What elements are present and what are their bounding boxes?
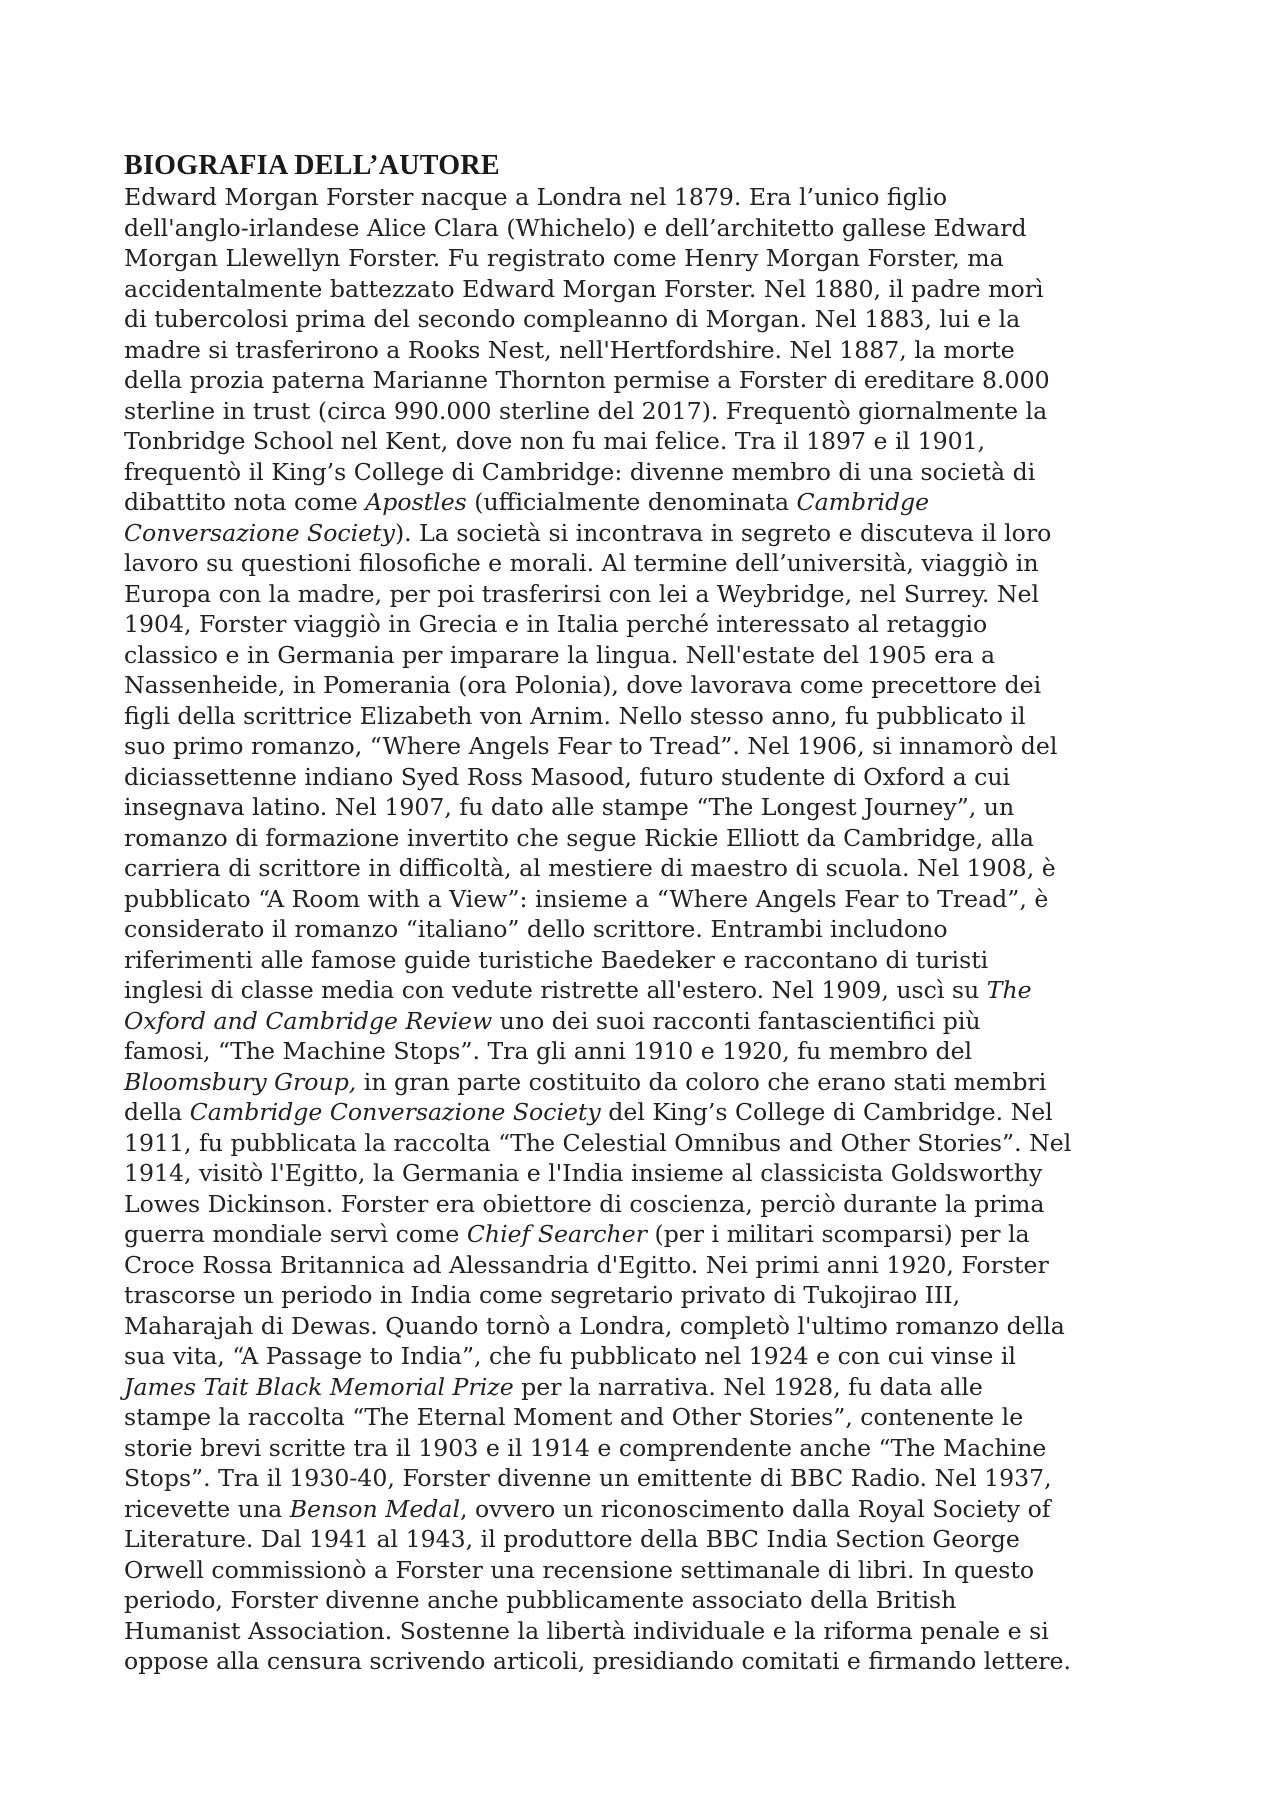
text-line [124, 518, 1184, 549]
text-line [124, 1006, 1184, 1037]
text-line [124, 1433, 1184, 1464]
text-line [124, 823, 1184, 854]
text-segment: carriera di scrittore in difficoltà, al mestiere di maestro di scuola. Nel 1908, è [124, 854, 1056, 882]
italic-text-segment: Benson Medal [289, 1494, 461, 1523]
document-page [124, 150, 1184, 1677]
text-line [124, 396, 1184, 427]
text-segment: stampe la raccolta “The Eternal Moment and Other Stories”, contenente le [124, 1403, 1024, 1431]
text-segment: pubblicato “A Room with a View”: insieme a “Where Angels Fear to Tread”, è [124, 884, 1049, 913]
text-segment: 1904, Forster viaggiò in Grecia e in Italia perché interessato al retaggio [124, 610, 988, 638]
text-segment: ricevette una [124, 1494, 290, 1523]
text-segment: del King’s College di Cambridge. Nel [600, 1098, 1053, 1126]
text-line [124, 1280, 1184, 1311]
text-line [124, 243, 1184, 274]
text-segment: Lowes Dickinson. Forster era obiettore di coscienza, perciò durante la prima [124, 1189, 1045, 1218]
text-line [124, 1646, 1184, 1677]
text-segment: diciassettenne indiano Syed Ross Masood, futuro studente di Oxford a cui [124, 762, 1011, 791]
text-line [124, 1158, 1184, 1189]
italic-text-segment: James Tait Black Memorial Prize [124, 1372, 514, 1401]
text-line [124, 1341, 1184, 1372]
text-segment: per la narrativa. Nel 1928, fu data alle [513, 1372, 983, 1401]
text-line [124, 1311, 1184, 1342]
biography-paragraph [124, 182, 1184, 1677]
text-line [124, 640, 1184, 671]
text-segment: (per i militari scomparsi) per la [646, 1220, 1030, 1248]
text-line [124, 1555, 1184, 1586]
text-segment: romanzo di formazione invertito che segue Rickie Elliott da Cambridge, alla [124, 823, 1034, 852]
text-line [124, 548, 1184, 579]
text-segment: 1911, fu pubblicata la raccolta “The Celestial Omnibus and Other Stories”. Nel [124, 1128, 1072, 1157]
text-segment: suo primo romanzo, “Where Angels Fear to Tread”. Nel 1906, si innamorò del [124, 732, 1058, 760]
text-line [124, 945, 1184, 976]
text-line [124, 1097, 1184, 1128]
text-segment: Stops”. Tra il 1930-40, Forster divenne un emittente di BBC Radio. Nel 1937, [124, 1464, 1052, 1492]
text-segment: ). La società si incontrava in segreto e discuteva il loro [394, 518, 1052, 547]
text-segment: Humanist Association. Sostenne la libertà individuale e la riforma penale e si [124, 1616, 1049, 1645]
text-line [124, 1494, 1184, 1525]
text-line [124, 213, 1184, 244]
text-line [124, 487, 1184, 518]
text-segment: Literature. Dal 1941 al 1943, il produttore della BBC India Section George [124, 1525, 1020, 1553]
document-title: BIOGRAFIA DELL’AUTORE [124, 150, 500, 181]
text-segment: Maharajah di Dewas. Quando tornò a Londra, completò l'ultimo romanzo della [124, 1311, 1065, 1340]
text-segment: Europa con la madre, per poi trasferirsi con lei a Weybridge, nel Surrey. Nel [124, 579, 1040, 608]
text-segment: figli della scrittrice Elizabeth von Arnim. Nello stesso anno, fu pubblicato il [124, 701, 1026, 730]
text-segment: Orwell commissionò a Forster una recensione settimanale di libri. In questo [124, 1555, 1035, 1584]
text-line [124, 457, 1184, 488]
italic-text-segment: Cambridge [796, 488, 930, 516]
text-line [124, 792, 1184, 823]
text-line [124, 1219, 1184, 1250]
text-segment: inglesi di classe media con vedute ristrette all'estero. Nel 1909, uscì su [124, 976, 987, 1004]
text-line [124, 579, 1184, 610]
text-line [124, 1067, 1184, 1098]
text-segment: dibattito nota come [124, 488, 366, 516]
text-segment: accidentalmente battezzato Edward Morgan Forster. Nel 1880, il padre morì [124, 274, 1044, 303]
text-segment: Nassenheide, in Pomerania (ora Polonia), dove lavorava come precettore dei [124, 671, 1042, 699]
text-line [124, 1036, 1184, 1067]
text-segment: frequentò il King’s College di Cambridge: divenne membro di una società di [124, 457, 1036, 486]
text-line [124, 884, 1184, 915]
text-line [124, 182, 1184, 213]
text-line [124, 274, 1184, 305]
text-segment: famosi, “The Machine Stops”. Tra gli anni 1910 e 1920, fu membro del [124, 1037, 973, 1065]
text-line [124, 1585, 1184, 1616]
text-line [124, 1463, 1184, 1494]
text-line [124, 335, 1184, 366]
text-segment: sterline in trust (circa 990.000 sterline del 2017). Frequentò giornalmente la [124, 396, 1048, 425]
text-line [124, 609, 1184, 640]
text-line [124, 1189, 1184, 1220]
text-segment: Croce Rossa Britannica ad Alessandria d'Egitto. Nei primi anni 1920, Forster [124, 1250, 1049, 1279]
text-line [124, 670, 1184, 701]
text-line [124, 853, 1184, 884]
text-line [124, 701, 1184, 732]
text-segment: di tubercolosi prima del secondo compleanno di Morgan. Nel 1883, lui e la [124, 305, 1021, 333]
text-line [124, 1250, 1184, 1281]
italic-text-segment: Chief Searcher [466, 1220, 647, 1248]
italic-text-segment: Bloomsbury Group, [124, 1067, 357, 1096]
text-segment: guerra mondiale servì come [124, 1220, 467, 1248]
text-segment: della prozia paterna Marianne Thornton permise a Forster di ereditare 8.000 [124, 366, 1050, 394]
text-segment: riferimenti alle famose guide turistiche Baedeker e raccontano di turisti [124, 945, 989, 974]
text-segment: Morgan Llewellyn Forster. Fu registrato come Henry Morgan Forster, ma [124, 244, 1004, 272]
text-segment: madre si trasferirono a Rooks Nest, nell'Hertfordshire. Nel 1887, la morte [124, 335, 1015, 364]
italic-text-segment: Oxford and Cambridge Review [124, 1006, 493, 1035]
text-line [124, 731, 1184, 762]
text-segment: (ufficialmente denominata [466, 488, 797, 516]
text-segment: trascorse un periodo in India come segretario privato di Tukojirao III, [124, 1281, 961, 1309]
text-segment: considerato il romanzo “italiano” dello scrittore. Entrambi includono [124, 915, 948, 943]
text-segment: , ovvero un riconoscimento dalla Royal Society of [460, 1494, 1051, 1523]
text-segment: classico e in Germania per imparare la lingua. Nell'estate del 1905 era a [124, 640, 996, 669]
text-segment: oppose alla censura scrivendo articoli, presidiando comitati e firmando lettere. [124, 1647, 1071, 1675]
text-line [124, 1402, 1184, 1433]
text-segment: Edward Morgan Forster nacque a Londra nel 1879. Era l’unico figlio [124, 183, 948, 211]
text-line [124, 1524, 1184, 1555]
text-line [124, 304, 1184, 335]
italic-text-segment: Cambridge Conversazione Society [189, 1098, 601, 1126]
text-segment: della [124, 1098, 190, 1126]
text-segment: 1914, visitò l'Egitto, la Germania e l'India insieme al classicista Goldsworthy [124, 1159, 1043, 1187]
text-segment: in gran parte costituito da coloro che erano stati membri [356, 1067, 1047, 1096]
text-line [124, 914, 1184, 945]
text-line [124, 426, 1184, 457]
text-line [124, 1128, 1184, 1159]
text-segment: storie brevi scritte tra il 1903 e il 1914 e comprendente anche “The Machine [124, 1433, 1047, 1462]
text-segment: Tonbridge School nel Kent, dove non fu mai felice. Tra il 1897 e il 1901, [124, 427, 986, 455]
italic-text-segment: The [986, 976, 1032, 1004]
text-line [124, 1616, 1184, 1647]
text-segment: sua vita, “A Passage to India”, che fu pubblicato nel 1924 e con cui vinse il [124, 1342, 1016, 1370]
italic-text-segment: Apostles [365, 488, 467, 516]
text-line [124, 975, 1184, 1006]
text-segment: dell'anglo-irlandese Alice Clara (Whichelo) e dell’architetto gallese Edward [124, 213, 1027, 242]
text-segment: uno dei suoi racconti fantascientifici più [492, 1006, 981, 1035]
text-segment: periodo, Forster divenne anche pubblicamente associato della British [124, 1586, 957, 1614]
italic-text-segment: Conversazione Society [124, 518, 395, 547]
text-segment: lavoro su questioni filosofiche e morali. Al termine dell’università, viaggiò in [124, 549, 1039, 577]
text-line [124, 365, 1184, 396]
text-line [124, 762, 1184, 793]
text-line [124, 1372, 1184, 1403]
text-segment: insegnava latino. Nel 1907, fu dato alle stampe “The Longest Journey”, un [124, 793, 1015, 821]
